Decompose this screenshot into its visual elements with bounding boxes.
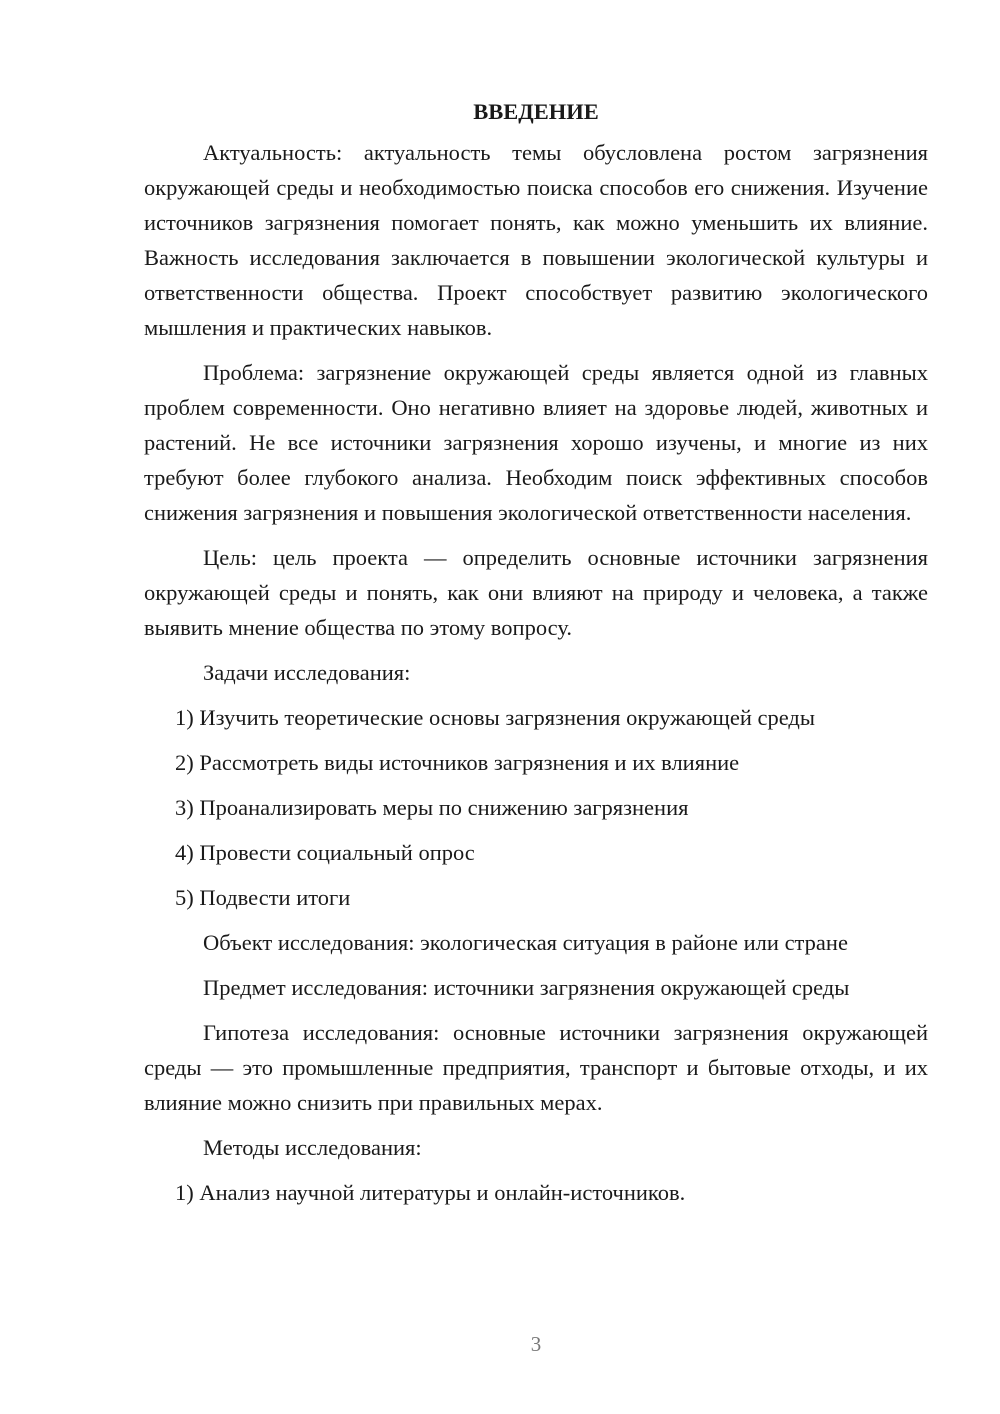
document-page bbox=[144, 94, 928, 1220]
task-item-2: 2) Рассмотреть виды источников загрязнения и их влияние bbox=[175, 750, 740, 775]
task-item-4: 4) Провести социальный опрос bbox=[175, 840, 475, 865]
task-item-1: 1) Изучить теоретические основы загрязнения окружающей среды bbox=[175, 705, 815, 730]
task-item-3: 3) Проанализировать меры по снижению загрязнения bbox=[175, 795, 689, 820]
task-item-5: 5) Подвести итоги bbox=[175, 885, 351, 910]
relevance-paragraph: Актуальность: актуальность темы обусловлена ростом загрязнения окружающей среды и необходимостью поиска способов его снижения. Изучение источников загрязнения помогает понять, как можно уменьшить их влияние. Важность исследования заключается в повышении экологической культуры и ответственности общества. Проект способствует развитию экологического мышления и практических навыков. bbox=[144, 140, 928, 340]
method-item-1: 1) Анализ научной литературы и онлайн-источников. bbox=[175, 1180, 686, 1205]
tasks-heading: Задачи исследования: bbox=[203, 660, 411, 685]
problem-paragraph: Проблема: загрязнение окружающей среды является одной из главных проблем современности. Оно негативно влияет на здоровье людей, животных и растений. Не все источники загрязнения хорошо изучены, и многие из них требуют более глубокого анализа. Необходим поиск эффективных способов снижения загрязнения и повышения экологической ответственности населения. bbox=[144, 360, 928, 525]
object-paragraph: Объект исследования: экологическая ситуация в районе или стране bbox=[203, 930, 848, 955]
hypothesis-paragraph: Гипотеза исследования: основные источники загрязнения окружающей среды — это промышленные предприятия, транспорт и бытовые отходы, и их влияние можно снизить при правильных мерах. bbox=[144, 1020, 928, 1115]
subject-paragraph: Предмет исследования: источники загрязнения окружающей среды bbox=[203, 975, 850, 1000]
section-title: ВВЕДЕНИЕ bbox=[473, 99, 599, 124]
goal-paragraph: Цель: цель проекта — определить основные источники загрязнения окружающей среды и понять, как они влияют на природу и человека, а также выявить мнение общества по этому вопросу. bbox=[144, 545, 928, 640]
page-number: 3 bbox=[530, 1332, 542, 1356]
methods-heading: Методы исследования: bbox=[203, 1135, 422, 1160]
